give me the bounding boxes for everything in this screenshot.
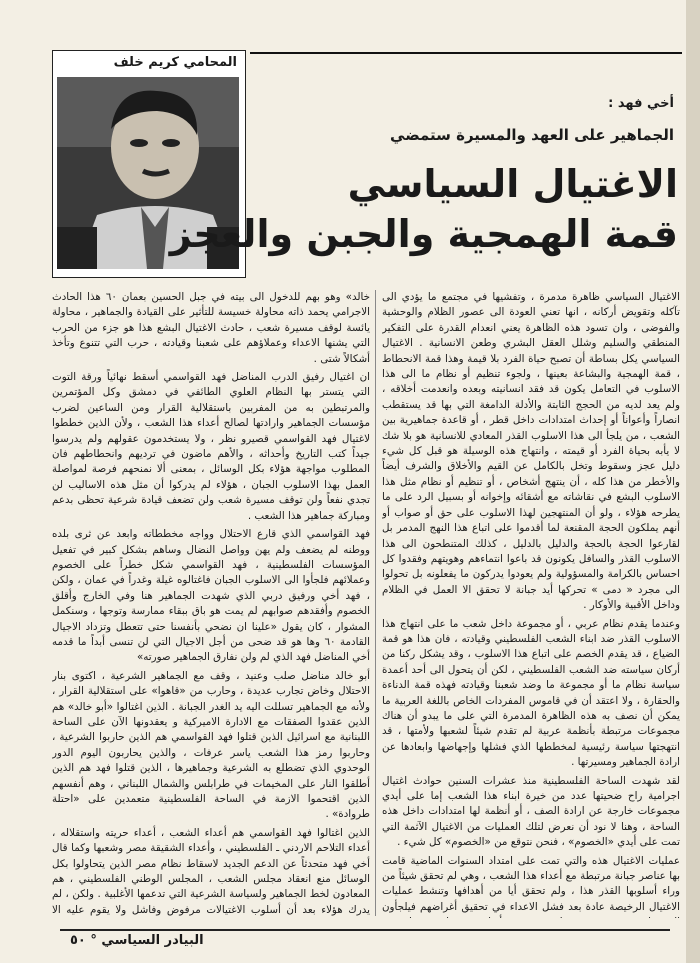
paragraph: الذين اغتالوا فهد القواسمي هم أعداء الشعب ، أعداء حريته واستقلاله ، أعداء التلاحم الاردني ـ الفلسطيني ، وأعداء الشقيقة مصر وشعبها وكما قال أخي فهد متحدثاً عن الدعم الجديد لاسقاط نظام مصر الذين يتحاولوا بكل الوسائل منع انعقاد مجلس الشعب ، المجلس الوطني الفلسطيني ، هم المعادون لخط الجماهير ولسياسة الشرعية التي تدعمها الأغلبية . ولكن ، لم يدرك هؤلاء بعد أن أسلوب الاغتيالات مرفوض وفاشل ولا يقوم عليه الا — [52, 826, 370, 916]
article-title-line1: الاغتيال السياسي — [347, 162, 678, 206]
paragraph: وعندما يقدم نظام عربي ، أو مجموعة داخل شعب ما على انتهاج هذا الاسلوب القذر ضد ابناء الشعب الفلسطيني وقيادته ، فان هذا هو قمة الضياع ، قد يقدم الخصم على اتباع هذا الاسلوب ، وقد يشكل ركنا من أركان سياسته ضد الشعب الفلسطيني ، لكن أن يتحول الى أحد أعمدة سياسة نظام ما أو مجموعة ما وضد شعبنا وقيادته فهذه قمة الدناءة والحقارة ، ولا اعتقد أن في قاموس المفردات الخاص باللغة العربية ما يمكن أن نصف به هذه الظاهرة المدمرة التي على ما يبدو أن هناك مجموعات مرتبطة بأنظمة عربية لم تقدم شيئاً لشعبها ولأمتها ، قد انتهجتها سياسة رئيسية لمخططها الذي فشلها وإجهاضها وابعادها عن ارادة الجماهير ومسيرتها . — [382, 617, 680, 769]
author-name: المحامي كريم خلف — [113, 55, 237, 70]
paragraph: الاغتيال السياسي ظاهرة مدمرة ، وتفشيها في مجتمع ما يؤدي الى تآكله وتقويض أركانه ، انها تعني العودة الى عصور الظلام والوحشية والفوضى ، وان تسود هذه الظاهرة يعني انعدام القدرة على التفكير المنطقي والسليم وشلل العقل البشري وطعن الانسانية . الاغتيال السياسي يكل بساطة أن تصبح حياة الفرد بلا قيمة وهذا قمة الانحطاط ، قمة الهمجية والبشاعة بعينها ، ولجوء تنظيم أو نظام ما الى هذا الاسلوب في التعامل يكون قد فقد انسانيته وبعده وانعدمت أخلاقه ، ولم يعد لديه من الحجج الثابتة والأدلة الدامغة التي بها قد يستقطب انصاراً وأعواناً أو إحداث امتدادات داخل قطر ، أو قاعدة جماهيرية بين الشعب ، من يلجأ الى هذا الاسلوب القذر المعادي للانسانية هو بلا شك لا يأبه بحياة الفرد أو قيمته ، وانتهاج هذه الوسيلة هو قبل كل شيء دليل عجز وسقوط وتخل بالكامل عن القيم والأخلاق والشرف أيضاً والأخطر من هذا كله ، أن ينتهج أشخاص ، أو تنظيم أو نظام مثل هذا الاسلوب البشع في نقاشاته مع أشقائه وإخوانه أو بسبيل الرد على ما يطرحه هؤلاء ، ولو أن المنتهجين لهذا الاسلوب على حق أو صواب أو أنهم يملكون الحجة المقنعة لما أقدموا على اتباع هذا النهج المدمر بل لقارعوا الحجة بالحجة والدليل بالدليل ، كذلك المتنطحون الى هذا الاسلوب القذر والسافل يكونون قد باعوا انتماءهم وهويتهم وفقدوا كل احساس بالكرامة والمسؤولية ولم يعودوا يدركون ما يفعلونه بل تحولوا الى مجرد « دمى » تحركها أيد جبانة لا تحقق الا العمل في الظلام وداخل الأقبية والأوكار . — [382, 291, 680, 612]
article-title-line2: قمة الهمجية والجبن والعجز — [169, 212, 678, 256]
page-footer: البيادر السياسي ° ٥٠ — [70, 933, 204, 948]
footer-rule — [60, 929, 670, 931]
paragraph: خالد» وهو بهم للدخول الى بيته في جبل الحسين بعمان ٦٠ هذا الحادث الاجرامي يحمد ذاته محاولة خسيسة للتأثير على القيادة والجماهير ، محاولة يائسة لوقف مسيرة شعب ، حادث الاغتيال البشع هذا هو جزء من الحرب التي يشنها الاعداء وعملاؤهم على شعبنا وقيادته ، حرب التي تتنوع وتأخذ أشكالاً شتى . — [52, 291, 370, 365]
paragraph: أبو خالد مناضل صلب وعنيد ، وقف مع الجماهير الشرعية ، اكتوى بنار الاحتلال وخاض تجارب عديدة ، وحارب من «قاهوا» على استقلالية القرار ، ولأنه مع الجماهير تسللت اليه يد الغدر الجبانة . الذين اغتالوا «أبو خالد» هم الذين عقدوا الصفقات مع الادارة الاميركية و يعقدونها الآن على الساحة اللبنانية مع اسرائيل الذين قتلوا فهد القواسمي هم الذين حاربوا الشرعية ، وحاربوا رمز هذا الشعب ياسر عرفات ، والذين يحاربون اليوم الدور الوحدوي الذي تضطلع به الشرعية وجماهيرها ، الذين قتلوا فهد هم الذين أطلقوا النار على المخيمات في طرابلس والشمال اللبناني ، وهم أنفسهم الذين اقتحموا الازمة في الساحة الفلسطينية متعمدين على «احتلة طروادة» . — [52, 669, 370, 821]
article-column-right — [382, 290, 680, 918]
paragraph: فهد القواسمي الذي قارع الاحتلال وواجه مخططاته وابعد عن ثرى بلده ووطنه لم يضعف ولم يهن وواصل النضال وساهم بشكل كبير في تفعيل المؤسسات الفلسطينية ، فهد القواسمي شكل خطراً على الخصوم وعملائهم فلجأوا الى الاسلوب الجبان فاغتالوه غيلة وغدراً في عمان ، ولكن ، فهد أخي ورفيق دربي الذي شهدت الجماهير هنا وفي الخارج وأقلق الخصوم وأفقدهم صوابهم لم يمت هو باق ببقاء ممارسة وتوجها ، وسنكمل المشوار ، كان يقول «علينا ان نضحي بأنفسنا حتى تتعطل وتزداد الاجيال القادمة ٦٠ وها هو قد ضحى من أجل الاجيال التي لن تنسى أبداً ما قدمه أخي المناضل فهد الذي لم ولن نفارق الجماهير صورته» — [52, 528, 370, 664]
page-spine — [686, 0, 700, 963]
column-divider — [375, 290, 376, 916]
paragraph: عمليات الاغتيال هذه والتي تمت على امتداد السنوات الماضية قامت بها عناصر جبانة مرتبطة مع أعداء هذا الشعب ، وهي لم تحقق شيئاً من وراء أسلوبها القذر هذا ، ولم تحقق أيا من أهدافها وتنشط عمليات الاغتيال الرخيصة عادة بعد فشل الاعداء في تحقيق أغراضهم فيلجأون — [382, 854, 680, 913]
header-rule — [250, 52, 682, 54]
section-label: أخي فهد : — [608, 96, 674, 111]
article-subtitle: الجماهير على العهد والمسيرة ستمضي — [390, 126, 674, 144]
article-column-left — [52, 290, 370, 918]
paragraph: ان اغتيال رفيق الدرب المناضل فهد القواسمي أسقط نهائياً ورقة التوت التي يتستر بها النظام العلوي الطائفي في دمشق وكل المؤتمرين والمرتبطين به من المفربين باستقلالية القرار ومن الساعين لضرب مؤسسات الجماهير وارادتها لصالح أعداء هذا الشعب ، ولأن الذين خططوا لاغتيال فهد القواسمي قصيرو نظر ، ولا يستخدمون عقولهم ولم يدرسوا جيداً كتب التاريخ وأحداثه ، والأهم ماضون في ترديهم وانحطاطهم فان المطلوب مواجهة هؤلاء بكل الوسائل ، بمعنى ألا نمنحهم فرصة لمواصلة العمل بهذا الاسلوب الجبان ، هؤلاء لم يدركوا أن مثل هذه الاساليب لن تجدي نفعاً ولن توقف مسيرة شعب ولن تضعف قيادة شرعية تحظى بدعم ومباركة جماهير هذا الشعب . — [52, 371, 370, 522]
paragraph: لقد شهدت الساحة الفلسطينية منذ عشرات السنين حوادث اغتيال اجرامية راح ضحيتها عدد من خيرة ابناء هذا الشعب إما على أيدي مجموعات خارجة عن ارادة الصف ، أو أنظمة لها امتدادات داخل هذه الساحة ، وهنا لا نود أن نعرض لتلك العمليات من الاغتيال الآثمة التي تمت على أيدي «الخصوم» ، فنحن نتوقع من «الخصوم» كل شيء . — [382, 774, 680, 849]
